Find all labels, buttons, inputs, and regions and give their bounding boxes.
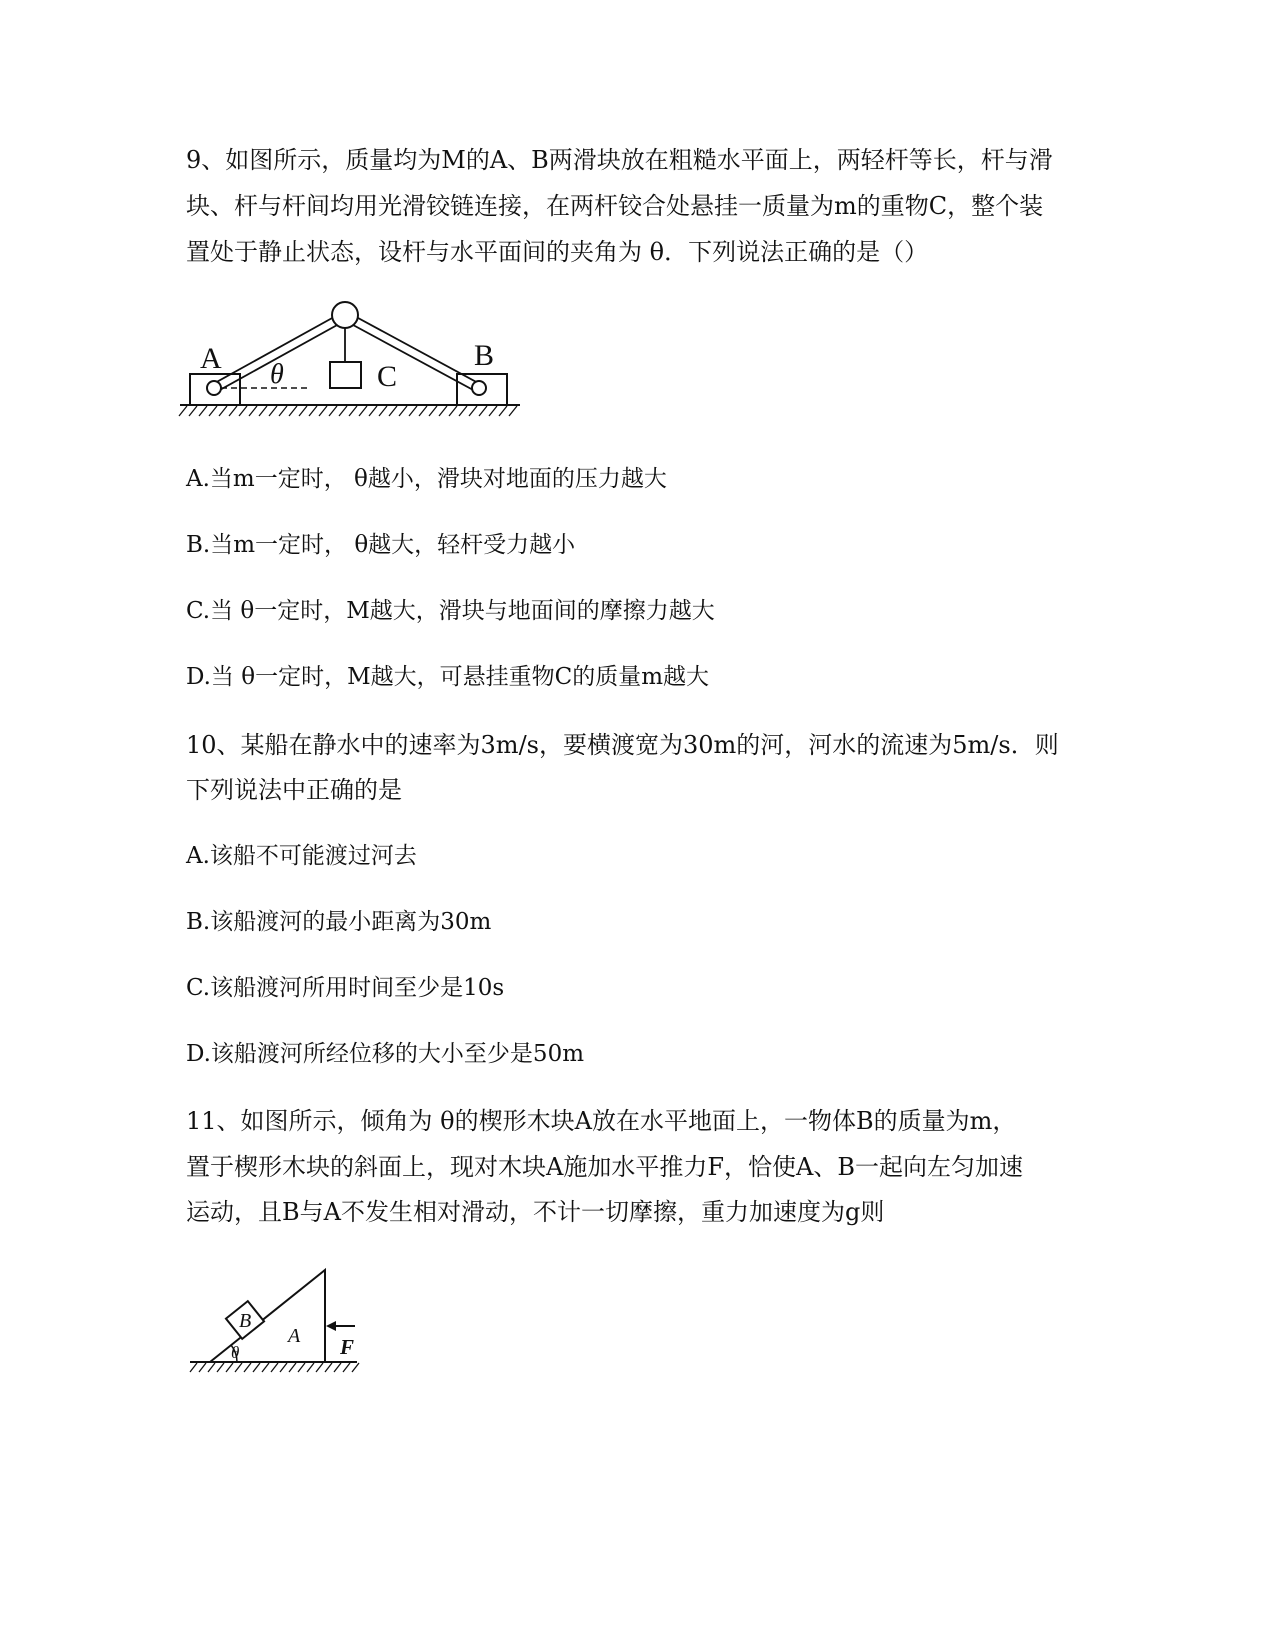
- weight-c: [330, 362, 361, 388]
- label-c: C: [377, 360, 398, 393]
- q9-text-line-3: 置处于静止状态，设杆与水平面间的夹角为 θ．下列说法正确的是（）: [186, 238, 929, 266]
- label-a: A: [288, 1325, 301, 1347]
- hinge-a: [207, 381, 221, 395]
- q9-option-a: A.当m一定时， θ越小，滑块对地面的压力越大: [186, 466, 667, 492]
- q9-option-d: D.当 θ一定时，M越大，可悬挂重物C的质量m越大: [186, 664, 710, 690]
- q9-option-b: B.当m一定时， θ越大，轻杆受力越小: [186, 532, 576, 558]
- q11-figure: [185, 1262, 370, 1387]
- q11-text-line-1: 11、如图所示，倾角为 θ的楔形木块A放在水平地面上，一物体B的质量为m，: [186, 1107, 1017, 1135]
- q10-text-line-2: 下列说法中正确的是: [186, 776, 402, 804]
- q11-text-line-3: 运动，且B与A不发生相对滑动，不计一切摩擦，重力加速度为g则: [186, 1198, 885, 1226]
- label-theta: θ: [270, 359, 284, 390]
- label-f: F: [340, 1335, 355, 1359]
- q9-option-c: C.当 θ一定时，M越大，滑块与地面间的摩擦力越大: [186, 598, 715, 624]
- label-b: B: [239, 1310, 252, 1332]
- q10-option-d: D.该船渡河所经位移的大小至少是50m: [186, 1041, 585, 1067]
- q10-option-c: C.该船渡河所用时间至少是10s: [186, 975, 505, 1001]
- q9-figure: [175, 295, 535, 435]
- q10-option-a: A.该船不可能渡过河去: [186, 843, 417, 869]
- label-b: B: [474, 339, 495, 372]
- label-a: A: [200, 342, 222, 375]
- q10-option-b: B.该船渡河的最小距离为30m: [186, 909, 492, 935]
- top-hinge: [332, 302, 358, 328]
- hinge-b: [472, 381, 486, 395]
- q9-text-line-1: 9、如图所示，质量均为M的A、B两滑块放在粗糙水平面上，两轻杆等长，杆与滑: [186, 146, 1053, 174]
- q9-text-line-2: 块、杆与杆间均用光滑铰链连接，在两杆铰合处悬挂一质量为m的重物C，整个装: [186, 192, 1044, 220]
- q11-text-line-2: 置于楔形木块的斜面上，现对木块A施加水平推力F，恰使A、B一起向左匀加速: [186, 1153, 1023, 1181]
- wedge-a: [210, 1270, 325, 1362]
- label-theta: θ: [231, 1343, 240, 1362]
- q10-text-line-1: 10、某船在静水中的速率为3m/s，要横渡宽为30m的河，河水的流速为5m/s．则: [186, 731, 1059, 759]
